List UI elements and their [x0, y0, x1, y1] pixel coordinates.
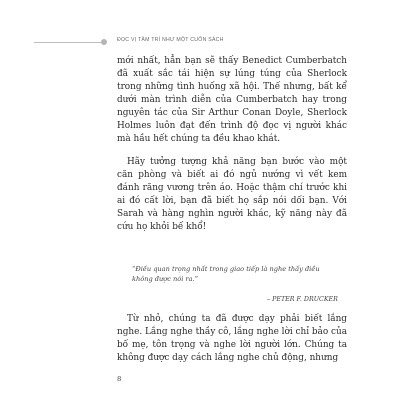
header-rule	[34, 42, 106, 43]
paragraph-3: Từ nhỏ, chúng ta đã được dạy phải biết lắng nghe. Lắng nghe thầy cô, lắng nghe lời chỉ bảo của bố mẹ, tôn trọng và nghe lời người lớn. Chúng ta không được dạy cách lắng nghe chủ động, nhưng	[117, 314, 347, 363]
running-header	[0, 26, 400, 43]
paragraph-2: Hãy tưởng tượng khả năng bạn bước vào một căn phòng và biết ai đó ngủ nướng vì vết kem đánh răng vương trên áo. Hoặc thậm chí trước khi ai đó cất lời, bạn đã biết họ sắp nói dối bạn. Với Sarah và hàng nghìn người khác, kỹ năng này đã cứu họ khỏi bế khổ!	[117, 157, 347, 232]
quote-attribution: – PETER F. DRUCKER	[267, 296, 338, 303]
page-number: 8	[117, 375, 122, 383]
header-dot-icon	[101, 39, 107, 45]
running-title: ĐỌC VỊ TÂM TRÍ NHƯ MỘT CUỐN SÁCH	[117, 37, 224, 43]
paragraph-1: mới nhất, hẳn bạn sẽ thấy Benedict Cumberbatch đã xuất sắc tái hiện sự lúng túng của Sherlock trong những tình huống xã hội. Thế nhưng, bất kể dưới màn trình diễn của Cumberbatch hay trong nguyên tác của Sir Arthur Conan Doyle, Sherlock Holmes luôn đạt đến trình độ đọc vị người khác mà hầu hết chúng ta đều khao khát.	[117, 56, 347, 144]
pull-quote: “Điều quan trọng nhất trong giao tiếp là nghe thấy điều không được nói ra.”	[132, 265, 320, 283]
